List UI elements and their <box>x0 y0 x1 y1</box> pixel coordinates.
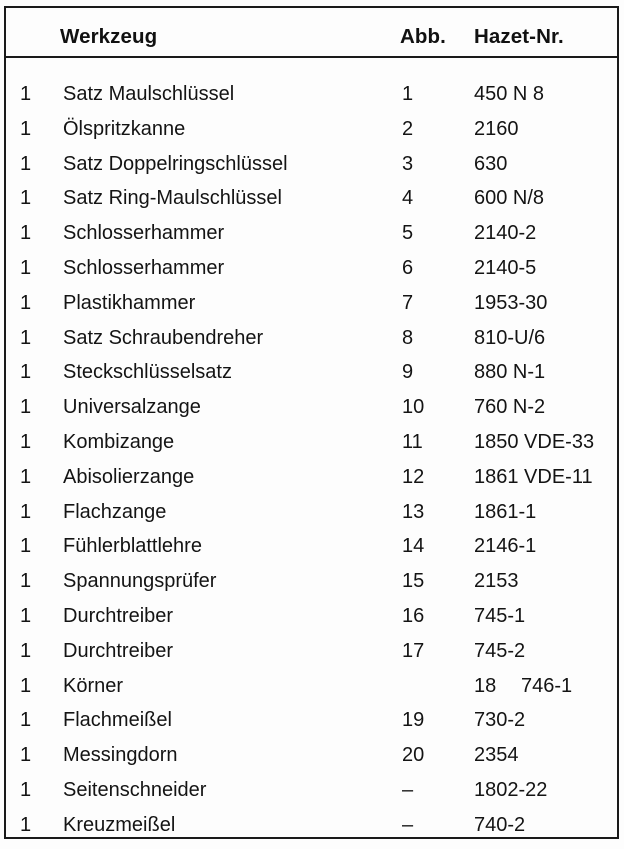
cell-tool-name: Satz Ring-Maulschlüssel <box>63 187 282 210</box>
cell-quantity: 1 <box>20 83 32 105</box>
cell-part-number: 760 N-2 <box>474 396 546 419</box>
cell-quantity: 1 <box>20 813 32 836</box>
cell-figure-number: 16 <box>402 604 425 627</box>
cell-figure-number: 8 <box>402 326 414 349</box>
table-row <box>6 321 617 356</box>
cell-figure-number: 19 <box>402 709 425 732</box>
cell-tool-name: Körner <box>63 674 124 697</box>
cell-figure-number: 1 <box>402 83 414 105</box>
cell-quantity: 1 <box>20 709 32 732</box>
table-row <box>6 77 617 112</box>
cell-part-number: 810-U/6 <box>474 326 546 349</box>
cell-quantity: 1 <box>20 778 32 801</box>
cell-tool-name: Durchtreiber <box>63 604 174 627</box>
cell-tool-name: Satz Schraubendreher <box>63 326 264 349</box>
cell-part-number: 600 N/8 <box>474 187 545 210</box>
cell-tool-name: Ölspritzkanne <box>63 117 186 140</box>
cell-part-number: 745-1 <box>474 604 526 627</box>
cell-part-number: 2140-2 <box>474 222 537 245</box>
table-row <box>6 147 617 182</box>
cell-part-number: 746-1 <box>521 674 573 697</box>
cell-tool-name: Kreuzmeißel <box>63 813 176 836</box>
cell-tool-name: Flachmeißel <box>63 709 172 732</box>
cell-tool-name: Seitenschneider <box>63 778 207 801</box>
cell-figure-number: 11 <box>402 430 423 453</box>
cell-figure-number: 14 <box>402 535 425 558</box>
table-row <box>6 529 617 564</box>
table-row <box>6 390 617 425</box>
table-row <box>6 564 617 599</box>
cell-part-number: 1850 VDE-33 <box>474 430 595 453</box>
cell-figure-number: 6 <box>402 256 414 279</box>
cell-part-number: 2140-5 <box>474 256 537 279</box>
table-header-row <box>6 8 617 58</box>
table-row <box>6 773 617 808</box>
cell-part-number: 1953-30 <box>474 291 548 314</box>
table-row <box>6 738 617 773</box>
cell-part-number: 2354 <box>474 744 519 767</box>
cell-part-number: 745-2 <box>474 639 526 662</box>
cell-quantity: 1 <box>20 465 32 488</box>
cell-quantity: 1 <box>20 674 32 697</box>
cell-part-number: 740-2 <box>474 813 526 836</box>
cell-quantity: 1 <box>20 361 32 384</box>
cell-quantity: 1 <box>20 535 32 558</box>
cell-tool-name: Abisolierzange <box>63 465 195 488</box>
cell-part-number: 2160 <box>474 117 519 140</box>
cell-figure-number: 20 <box>402 744 425 767</box>
cell-part-number: 1861-1 <box>474 500 537 523</box>
cell-quantity: 1 <box>20 222 32 245</box>
table-row <box>6 634 617 669</box>
cell-tool-name: Spannungsprüfer <box>63 570 217 593</box>
cell-tool-name: Plastikhammer <box>63 291 196 314</box>
cell-tool-name: Fühlerblattlehre <box>63 535 202 558</box>
table-row <box>6 703 617 738</box>
cell-part-number: 730-2 <box>474 709 526 732</box>
cell-tool-name: Durchtreiber <box>63 639 174 662</box>
cell-quantity: 1 <box>20 639 32 662</box>
cell-figure-number: – <box>402 813 414 836</box>
cell-quantity: 1 <box>20 152 32 175</box>
cell-tool-name: Steckschlüsselsatz <box>63 361 232 384</box>
cell-figure-number: 5 <box>402 222 414 245</box>
cell-part-number: 2146-1 <box>474 535 537 558</box>
cell-quantity: 1 <box>20 570 32 593</box>
cell-figure-number: 3 <box>402 152 414 175</box>
cell-figure-number: 12 <box>402 465 425 488</box>
cell-quantity: 1 <box>20 744 32 767</box>
cell-figure-number: 13 <box>402 500 425 523</box>
table-row <box>6 355 617 390</box>
cell-quantity: 1 <box>20 291 32 314</box>
cell-tool-name: Schlosserhammer <box>63 222 225 245</box>
cell-figure-number: – <box>402 778 414 801</box>
table-row <box>6 112 617 147</box>
cell-quantity: 1 <box>20 256 32 279</box>
table-row <box>6 460 617 495</box>
cell-part-number: 1861 VDE-11 <box>474 465 593 488</box>
cell-figure-number: 9 <box>402 361 414 384</box>
table-row <box>6 495 617 530</box>
cell-figure-number: 7 <box>402 291 414 314</box>
cell-tool-name: Messingdorn <box>63 744 178 767</box>
cell-tool-name: Satz Doppelringschlüssel <box>63 152 288 175</box>
cell-quantity: 1 <box>20 326 32 349</box>
table-body <box>6 58 617 843</box>
cell-quantity: 1 <box>20 500 32 523</box>
column-header-part-number: Hazet-Nr. <box>474 25 564 48</box>
column-header-figure: Abb. <box>400 25 446 48</box>
tool-list-table <box>4 6 619 839</box>
table-row <box>6 216 617 251</box>
table-row <box>6 425 617 460</box>
cell-figure-number: 4 <box>402 187 414 210</box>
cell-part-number: 2153 <box>474 570 519 593</box>
cell-tool-name: Schlosserhammer <box>63 256 225 279</box>
table-row <box>6 251 617 286</box>
cell-quantity: 1 <box>20 430 32 453</box>
cell-part-number: 880 N-1 <box>474 361 546 384</box>
table-row <box>6 599 617 634</box>
cell-tool-name: Universalzange <box>63 396 201 419</box>
cell-figure-number: 17 <box>402 639 425 662</box>
column-header-tool: Werkzeug <box>60 25 158 48</box>
cell-quantity: 1 <box>20 117 32 140</box>
cell-part-number: 450 N 8 <box>474 83 545 105</box>
cell-part-number: 630 <box>474 152 508 175</box>
cell-figure-number: 18 <box>474 674 497 697</box>
cell-figure-number: 15 <box>402 570 425 593</box>
table-row <box>6 181 617 216</box>
cell-tool-name: Satz Maulschlüssel <box>63 83 235 105</box>
cell-figure-number: 2 <box>402 117 414 140</box>
cell-quantity: 1 <box>20 187 32 210</box>
cell-figure-number: 10 <box>402 396 425 419</box>
cell-tool-name: Flachzange <box>63 500 167 523</box>
cell-quantity: 1 <box>20 396 32 419</box>
cell-part-number: 1802-22 <box>474 778 548 801</box>
cell-quantity: 1 <box>20 604 32 627</box>
table-row <box>6 808 617 843</box>
table-row <box>6 286 617 321</box>
cell-tool-name: Kombizange <box>63 430 175 453</box>
table-row <box>6 669 617 704</box>
